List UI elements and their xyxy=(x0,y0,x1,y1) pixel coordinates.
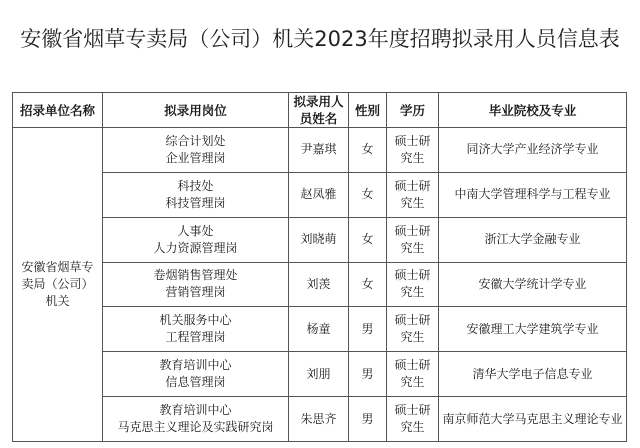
table-row xyxy=(13,352,627,397)
school-major-cell: 南京师范大学马克思主义理论专业 xyxy=(439,397,627,442)
table-header-row xyxy=(13,93,627,128)
dept-label: 科技处 xyxy=(177,178,214,193)
position-cell xyxy=(103,307,289,352)
education-cell: 硕士研究生 xyxy=(387,307,439,352)
gender-cell: 男 xyxy=(349,352,387,397)
education-cell: 硕士研究生 xyxy=(387,172,439,217)
header-position: 拟录用岗位 xyxy=(103,93,289,128)
name-cell: 刘晓萌 xyxy=(289,217,349,262)
header-school-major: 毕业院校及专业 xyxy=(439,93,627,128)
education-cell: 硕士研究生 xyxy=(387,128,439,173)
name-cell: 朱思齐 xyxy=(289,397,349,442)
school-major-cell: 同济大学产业经济学专业 xyxy=(439,128,627,173)
position-cell xyxy=(103,172,289,217)
name-cell: 刘羡 xyxy=(289,262,349,307)
dept-label: 人事处 xyxy=(177,223,214,238)
post-label: 工程管理岗 xyxy=(165,330,226,345)
school-major-cell: 安徽理工大学建筑学专业 xyxy=(439,307,627,352)
name-cell: 杨童 xyxy=(289,307,349,352)
position-cell xyxy=(103,262,289,307)
post-label: 马克思主义理论及实践研究岗 xyxy=(117,420,274,435)
header-gender: 性别 xyxy=(349,93,387,128)
school-major-cell: 浙江大学金融专业 xyxy=(439,217,627,262)
school-major-cell: 中南大学管理科学与工程专业 xyxy=(439,172,627,217)
post-label: 信息管理岗 xyxy=(165,375,226,390)
table-row xyxy=(13,307,627,352)
table-row xyxy=(13,217,627,262)
position-cell xyxy=(103,217,289,262)
gender-cell: 男 xyxy=(349,307,387,352)
header-education: 学历 xyxy=(387,93,439,128)
gender-cell: 女 xyxy=(349,262,387,307)
school-major-cell: 安徽大学统计学专业 xyxy=(439,262,627,307)
post-label: 人力资源管理岗 xyxy=(153,240,238,255)
table-row xyxy=(13,128,627,173)
education-cell: 硕士研究生 xyxy=(387,262,439,307)
gender-cell: 女 xyxy=(349,172,387,217)
document-title: 安徽省烟草专卖局（公司）机关2023年度招聘拟录用人员信息表 xyxy=(20,27,620,51)
school-major-cell: 清华大学电子信息专业 xyxy=(439,352,627,397)
education-cell: 硕士研究生 xyxy=(387,397,439,442)
table-row xyxy=(13,397,627,442)
gender-cell: 男 xyxy=(349,397,387,442)
education-cell: 硕士研究生 xyxy=(387,352,439,397)
dept-label: 综合计划处 xyxy=(165,133,226,148)
post-label: 营销管理岗 xyxy=(165,285,226,300)
dept-label: 机关服务中心 xyxy=(159,313,232,328)
dept-label: 教育培训中心 xyxy=(159,403,232,418)
table-row xyxy=(13,262,627,307)
position-cell xyxy=(103,397,289,442)
position-cell xyxy=(103,352,289,397)
post-label: 企业管理岗 xyxy=(165,150,226,165)
position-cell xyxy=(103,128,289,173)
education-cell: 硕士研究生 xyxy=(387,217,439,262)
name-cell: 刘朋 xyxy=(289,352,349,397)
unit-name-cell: 安徽省烟草专卖局（公司）机关 xyxy=(13,128,103,442)
table-row xyxy=(13,172,627,217)
name-cell: 尹嘉琪 xyxy=(289,128,349,173)
hiring-table xyxy=(12,92,627,442)
gender-cell: 女 xyxy=(349,217,387,262)
post-label: 科技管理岗 xyxy=(165,195,226,210)
header-name: 拟录用人员姓名 xyxy=(289,93,349,128)
gender-cell: 女 xyxy=(349,128,387,173)
header-unit: 招录单位名称 xyxy=(13,93,103,128)
name-cell: 赵凤雅 xyxy=(289,172,349,217)
dept-label: 教育培训中心 xyxy=(159,358,232,373)
dept-label: 卷烟销售管理处 xyxy=(153,268,238,283)
